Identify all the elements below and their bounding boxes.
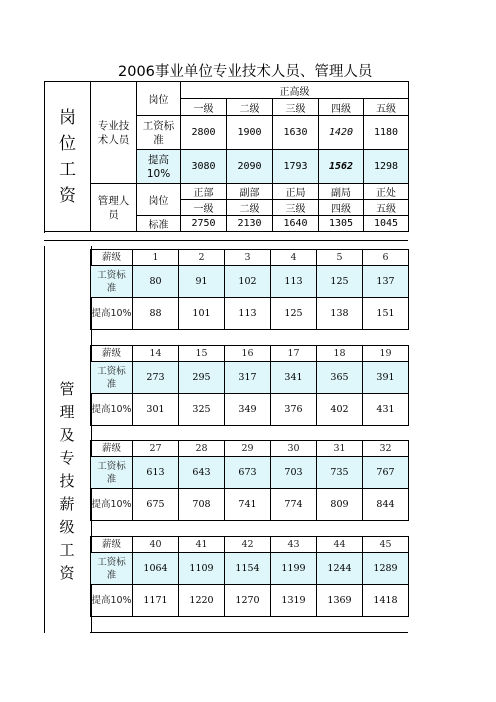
post-wage-side-label: 岗位工资: [45, 82, 91, 232]
raise-value: 1171: [133, 585, 179, 617]
standard-label: 工资标准: [91, 266, 133, 298]
standard-value: 703: [271, 457, 317, 489]
grade-1: 一级: [181, 99, 227, 116]
grade-level: 2: [179, 250, 225, 266]
bottom-rule: [90, 632, 408, 633]
grade-3: 三级: [273, 99, 319, 116]
grade-level: 43: [271, 537, 317, 553]
raise-value: 1270: [225, 585, 271, 617]
mgmt-grade: 二级: [227, 200, 273, 216]
grade-level: 40: [133, 537, 179, 553]
grade-level: 1: [133, 250, 179, 266]
standard-value: 341: [271, 362, 317, 394]
mgmt-grade: 五级: [364, 200, 409, 216]
raise-value: 125: [271, 298, 317, 330]
standard-value: 673: [225, 457, 271, 489]
standard-value: 1180: [364, 116, 409, 150]
grade-label: 薪级: [91, 346, 133, 362]
raise-value: 151: [363, 298, 409, 330]
mgmt-standard-label: 标准: [137, 216, 181, 232]
grade-5: 五级: [364, 99, 409, 116]
grade-level: 4: [271, 250, 317, 266]
standard-value: 1199: [271, 553, 317, 585]
grade-level: 31: [317, 441, 363, 457]
post-wage-table: [44, 81, 409, 232]
raise-value: 1418: [363, 585, 409, 617]
management-staff-label: 管理人员: [91, 184, 137, 232]
standard-value: 295: [179, 362, 225, 394]
raise-value: 1562: [319, 150, 364, 184]
standard-label: 工资标准: [91, 457, 133, 489]
grade-level: 27: [133, 441, 179, 457]
raise-value: 402: [317, 394, 363, 426]
raise-value: 88: [133, 298, 179, 330]
raise-value: 1369: [317, 585, 363, 617]
mgmt-standard-value: 1640: [273, 216, 319, 232]
raise-value: 2090: [227, 150, 273, 184]
raise-value: 675: [133, 489, 179, 521]
standard-value: 125: [317, 266, 363, 298]
salary-grade-table: [90, 345, 409, 426]
raise-value: 376: [271, 394, 317, 426]
grade-2: 二级: [227, 99, 273, 116]
grade-level: 16: [225, 346, 271, 362]
grade-level: 29: [225, 441, 271, 457]
raise-label: 提高10%: [91, 298, 133, 330]
raise-value: 1319: [271, 585, 317, 617]
mgmt-title: 副部: [227, 184, 273, 200]
raise-value: 774: [271, 489, 317, 521]
grade-level: 17: [271, 346, 317, 362]
salary-grade-table: [90, 249, 409, 330]
standard-label: 工资标准: [91, 553, 133, 585]
standard-value: 137: [363, 266, 409, 298]
raise-label: 提高10%: [91, 489, 133, 521]
standard-value: 1244: [317, 553, 363, 585]
grade-level: 6: [363, 250, 409, 266]
grade-level: 19: [363, 346, 409, 362]
page-title: 2006事业单位专业技术人员、管理人员: [118, 64, 373, 80]
grade-level: 42: [225, 537, 271, 553]
standard-value: 391: [363, 362, 409, 394]
grade-level: 18: [317, 346, 363, 362]
raise-value: 325: [179, 394, 225, 426]
post-header: 岗位: [137, 82, 181, 116]
grade-level: 5: [317, 250, 363, 266]
raise-value: 708: [179, 489, 225, 521]
raise-value: 138: [317, 298, 363, 330]
mgmt-title: 正部: [181, 184, 227, 200]
grade-4: 四级: [319, 99, 364, 116]
raise-value: 844: [363, 489, 409, 521]
standard-value: 273: [133, 362, 179, 394]
standard-value: 1289: [363, 553, 409, 585]
standard-value: 1154: [225, 553, 271, 585]
standard-value: 317: [225, 362, 271, 394]
raise-label: 提高10%: [137, 150, 181, 184]
standard-value: 1064: [133, 553, 179, 585]
grade-level: 32: [363, 441, 409, 457]
raise-label: 提高10%: [91, 394, 133, 426]
standard-value: 1900: [227, 116, 273, 150]
salary-grade-side-label: 管理及专技薪级工资: [59, 380, 75, 582]
professional-staff-label: 专业技术人员: [91, 82, 137, 184]
standard-value: 643: [179, 457, 225, 489]
mgmt-title: 正处: [364, 184, 409, 200]
mgmt-grade: 三级: [273, 200, 319, 216]
mgmt-standard-value: 1305: [319, 216, 364, 232]
standard-label: 工资标准: [91, 362, 133, 394]
mgmt-grade: 一级: [181, 200, 227, 216]
grade-level: 45: [363, 537, 409, 553]
raise-value: 349: [225, 394, 271, 426]
grade-level: 28: [179, 441, 225, 457]
standard-value: 113: [271, 266, 317, 298]
standard-value: 613: [133, 457, 179, 489]
grade-level: 14: [133, 346, 179, 362]
standard-value: 1630: [273, 116, 319, 150]
grade-level: 15: [179, 346, 225, 362]
raise-value: 101: [179, 298, 225, 330]
grade-label: 薪级: [91, 537, 133, 553]
grade-level: 44: [317, 537, 363, 553]
section-divider: [44, 240, 408, 241]
salary-grade-table: [90, 536, 409, 617]
standard-value: 365: [317, 362, 363, 394]
salary-grade-table: [90, 440, 409, 521]
mgmt-standard-value: 2750: [181, 216, 227, 232]
mgmt-standard-value: 2130: [227, 216, 273, 232]
grade-label: 薪级: [91, 250, 133, 266]
raise-value: 1298: [364, 150, 409, 184]
raise-value: 113: [225, 298, 271, 330]
raise-value: 809: [317, 489, 363, 521]
mgmt-title: 正局: [273, 184, 319, 200]
grade-level: 30: [271, 441, 317, 457]
raise-value: 741: [225, 489, 271, 521]
standard-value: 80: [133, 266, 179, 298]
standard-value: 735: [317, 457, 363, 489]
standard-value: 102: [225, 266, 271, 298]
grade-label: 薪级: [91, 441, 133, 457]
standard-value: 91: [179, 266, 225, 298]
grade-level: 3: [225, 250, 271, 266]
mgmt-post-header: 岗位: [137, 184, 181, 216]
mgmt-standard-value: 1045: [364, 216, 409, 232]
standard-label: 工资标准: [137, 116, 181, 150]
standard-value: 1109: [179, 553, 225, 585]
raise-value: 301: [133, 394, 179, 426]
mgmt-grade: 四级: [319, 200, 364, 216]
raise-label: 提高10%: [91, 585, 133, 617]
raise-value: 1793: [273, 150, 319, 184]
raise-value: 3080: [181, 150, 227, 184]
mgmt-title: 副局: [319, 184, 364, 200]
senior-header: 正高级: [181, 82, 409, 99]
standard-value: 767: [363, 457, 409, 489]
raise-value: 1220: [179, 585, 225, 617]
raise-value: 431: [363, 394, 409, 426]
standard-value: 1420: [319, 116, 364, 150]
standard-value: 2800: [181, 116, 227, 150]
grade-level: 41: [179, 537, 225, 553]
